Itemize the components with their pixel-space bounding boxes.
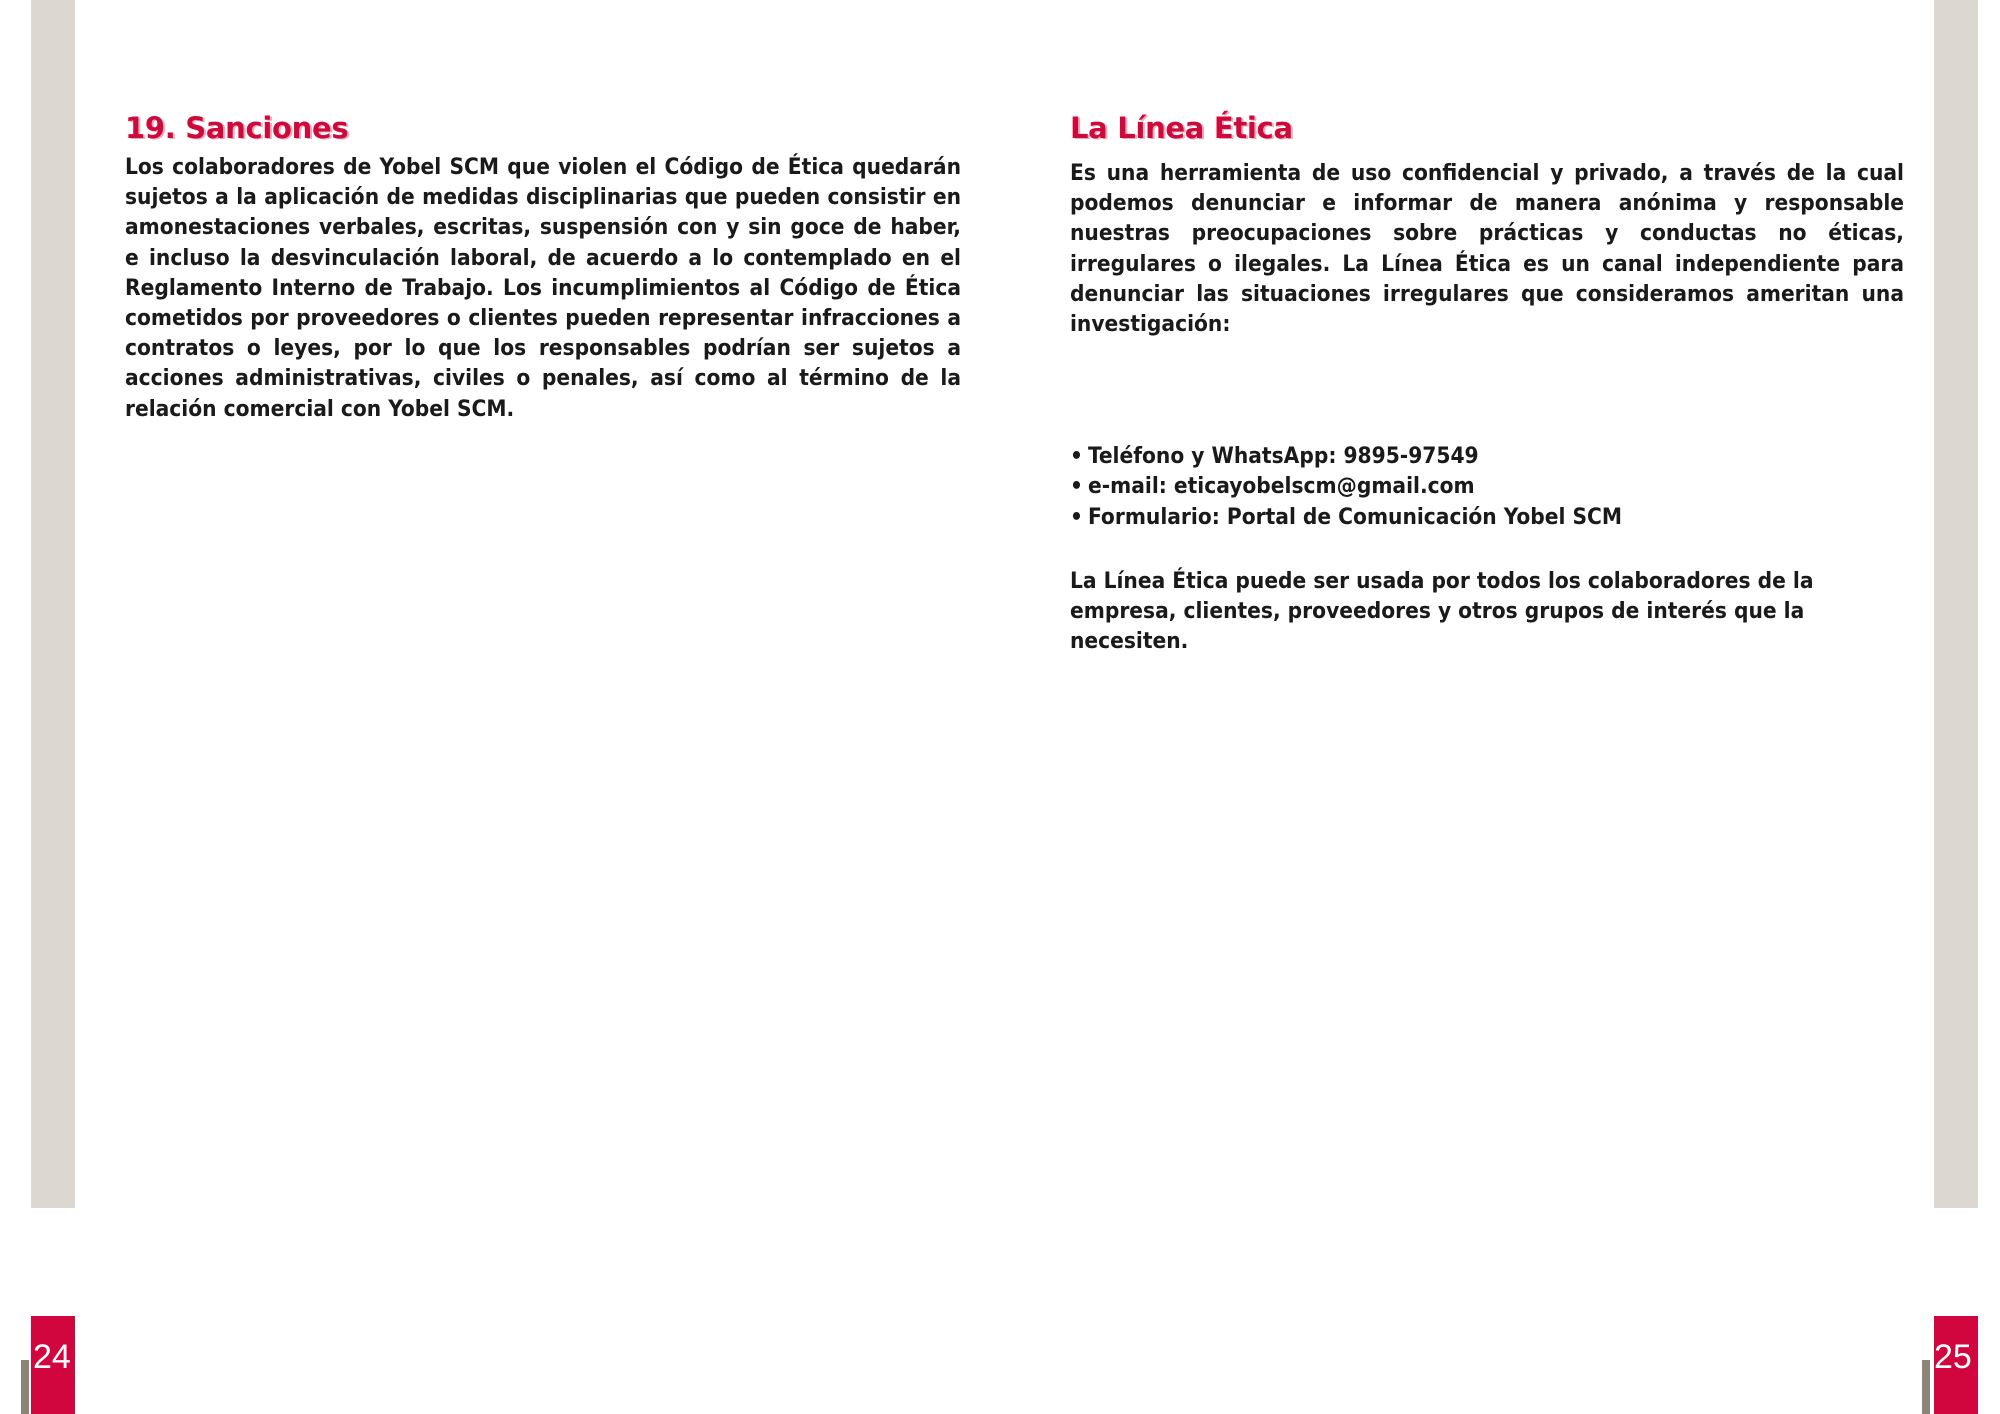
contact-item-label: Teléfono y WhatsApp: 9895-97549 xyxy=(1088,443,1479,470)
contact-item-label: e-mail: eticayobelscm@gmail.com xyxy=(1088,473,1475,500)
left-page-side-bar xyxy=(31,0,75,1208)
left-page-tick-mark xyxy=(21,1360,29,1414)
left-page-number: 24 xyxy=(33,1338,71,1376)
right-page-column xyxy=(1070,112,1904,656)
bullet-icon: • xyxy=(1070,473,1083,500)
linea-etica-heading: La Línea Ética xyxy=(1070,111,1293,145)
contact-list xyxy=(1070,441,1904,532)
bullet-icon: • xyxy=(1070,443,1083,470)
linea-etica-intro-paragraph: Es una herramienta de uso confidencial y privado, a través de la cual podemos denunciar e informar de manera anónima y responsable nuestras preocupaciones sobre prácticas y conductas no éticas, irregulares o ilegales. La Línea Ética es un canal independiente para denunciar las situaciones irregulares que consideramos ameritan una investigación: xyxy=(1070,160,1904,338)
contact-item-phone xyxy=(1070,441,1904,471)
right-page-side-bar xyxy=(1934,0,1978,1208)
sanciones-paragraph: Los colaboradores de Yobel SCM que violen el Código de Ética quedarán sujetos a la aplicación de medidas disciplinarias que pueden consistir en amonestaciones verbales, escritas, suspensión con y sin goce de haber, e incluso la desvinculación laboral, de acuerdo a lo contemplado en el Reglamento Interno de Trabajo. Los incumplimientos al Código de Ética cometidos por proveedores o clientes pueden representar infracciones a contratos o leyes, por lo que los responsables podrían ser sujetos a acciones administrativas, civiles o penales, así como al término de la relación comercial con Yobel SCM. xyxy=(125,154,961,422)
bullet-icon: • xyxy=(1070,503,1083,530)
right-page-number: 25 xyxy=(1934,1338,1972,1376)
right-page-tick-mark xyxy=(1922,1360,1930,1414)
contact-item-form xyxy=(1070,502,1904,532)
left-page-column xyxy=(125,112,961,424)
contact-item-label: Formulario: Portal de Comunicación Yobel SCM xyxy=(1088,503,1623,530)
linea-etica-closing-paragraph: La Línea Ética puede ser usada por todos los colaboradores de la empresa, clientes, proveedores y otros grupos de interés que la necesiten. xyxy=(1070,567,1814,655)
sanciones-heading: 19. Sanciones xyxy=(125,111,349,145)
contact-item-email xyxy=(1070,471,1904,501)
